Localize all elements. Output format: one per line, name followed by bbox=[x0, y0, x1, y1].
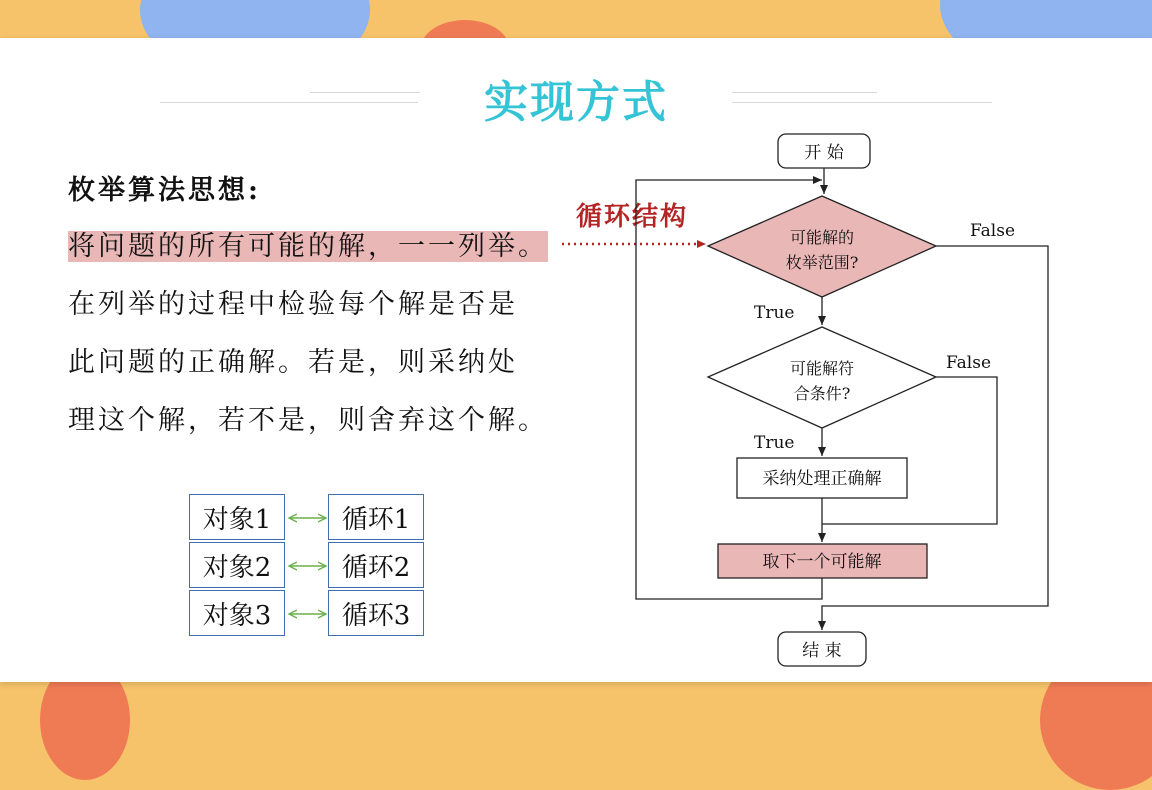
object-box-1: 对象1 bbox=[189, 494, 285, 540]
loop-structure-label: 循环结构 bbox=[576, 202, 689, 232]
content-heading: 枚举算法思想: bbox=[68, 175, 261, 206]
content-line-2: 此问题的正确解。若是，则采纳处 bbox=[68, 347, 518, 378]
process-accept-label: 采纳处理正确解 bbox=[762, 469, 882, 489]
decision-range-line-2: 枚举范围? bbox=[785, 253, 859, 272]
content-line-3: 理这个解，若不是，则舍弃这个解。 bbox=[68, 405, 548, 436]
start-label: 开 始 bbox=[804, 143, 844, 163]
true-label-1: True bbox=[754, 303, 795, 323]
end-label: 结 束 bbox=[802, 641, 842, 661]
page-title: 实现方式 bbox=[484, 77, 668, 128]
content-line-1: 在列举的过程中检验每个解是否是 bbox=[68, 289, 518, 320]
true-label-2: True bbox=[754, 433, 795, 453]
object-box-3: 对象3 bbox=[189, 590, 285, 636]
decision-condition-line-1: 可能解符 bbox=[789, 359, 855, 378]
loop-box-2: 循环2 bbox=[328, 542, 424, 588]
loop-box-1: 循环1 bbox=[328, 494, 424, 540]
decision-range-line-1: 可能解的 bbox=[789, 228, 855, 247]
false-label-2: False bbox=[946, 353, 991, 373]
loop-box-3: 循环3 bbox=[328, 590, 424, 636]
decision-condition-line-2: 合条件? bbox=[793, 384, 851, 403]
object-box-2: 对象2 bbox=[189, 542, 285, 588]
false-label-1: False bbox=[970, 221, 1015, 241]
highlight-text: 将问题的所有可能的解，一一列举。 bbox=[68, 231, 548, 262]
process-next-label: 取下一个可能解 bbox=[762, 552, 882, 572]
